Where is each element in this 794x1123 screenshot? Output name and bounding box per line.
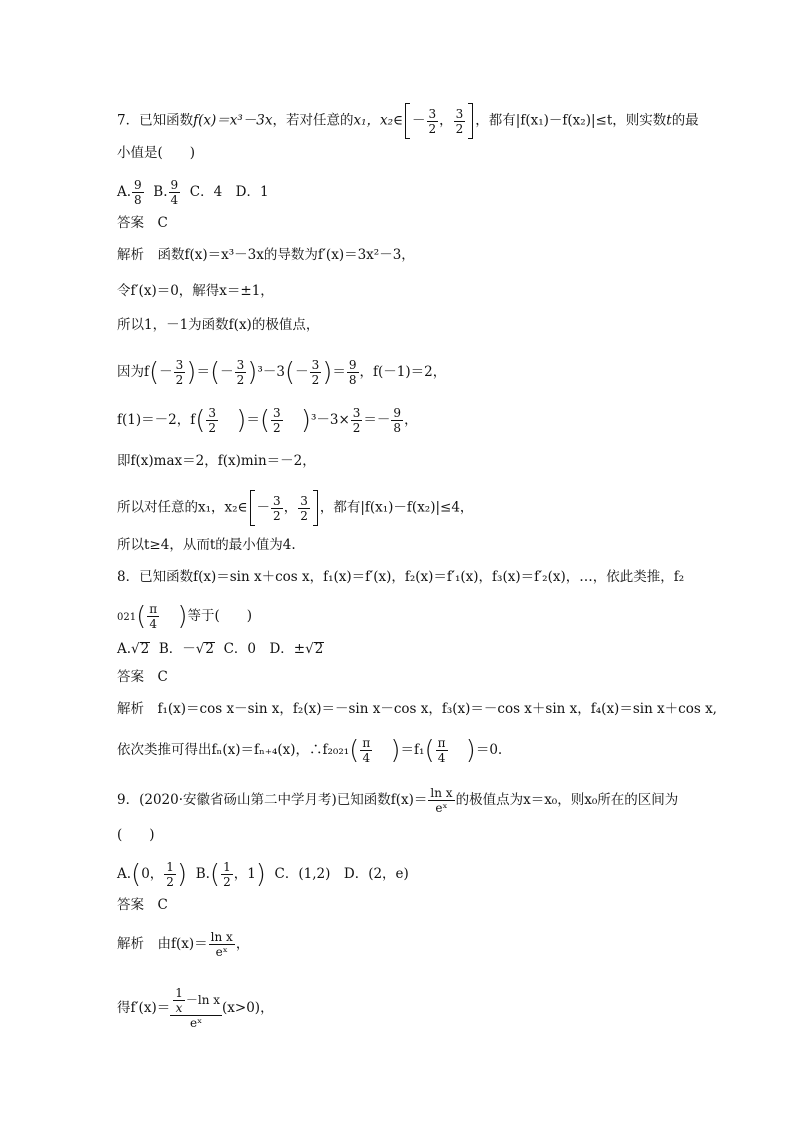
q8-solution-2: 依次类推可得出fₙ(x)＝fₙ₊₄(x)，∴f₂₀₂₁( $\frac{\pi}{4}$ )＝f₁( $\frac{\pi}{4}$ )＝0. [117, 735, 503, 766]
q9-stem-line2: ( ) [117, 827, 155, 843]
q8-solution-1: 解析 f₁(x)＝cos x－sin x，f₂(x)＝－sin x－cos x，f₃(x)＝－cos x＋sin x，f₄(x)＝sin x＋cos x, [117, 701, 717, 717]
q9-solution-1: 解析 由f(x)＝ $\frac{\text{ln x}}{\text{eˣ}}$ ， [117, 930, 250, 959]
q9-options: A.(0， $\frac{1}{2}$ ) B.( $\frac{1}{2}$ ，1) C．(1,2) D．(2，e) [117, 859, 409, 890]
q8-answer: 答案 C [117, 669, 168, 685]
q7-solution-6: 即f(x)max＝2，f(x)min＝－2， [117, 453, 316, 469]
q7-answer: 答案 C [117, 215, 168, 231]
q7-solution-5: f(1)＝－2，f( $\frac{3}{2}$ )＝( $\frac{3}{2}$ )³－3× $\frac{3}{2}$ ＝－ $\frac{9}{8}$ ， [117, 405, 418, 436]
q7-solution-7: 所以对任意的x₁，x₂∈ － $\frac{3}{2}$ ， $\frac{3}{2}$ ，都有|f(x₁)－f(x₂)|≤4， [117, 490, 473, 526]
q7-solution-1: 解析 函数f(x)＝x³－3x的导数为f′(x)＝3x²－3， [117, 247, 415, 263]
q8-stem-line2: 021( $\frac{\pi}{4}$ )等于( ) [117, 601, 253, 632]
q7-stem-line2: 小值是( ) [117, 145, 196, 161]
q7-options: A. $\frac{9}{8}$ B. $\frac{9}{4}$ C．4 D．1 [117, 178, 269, 207]
q9-stem-line1: 9．(2020·安徽省砀山第二中学月考)已知函数f(x)＝ $\frac{\text{ln x}}{\text{eˣ}}$ 的极值点为x＝x₀，则x₀所在的区间为 [117, 786, 679, 815]
q7-solution-4: 因为f(－ $\frac{3}{2}$ )＝(－ $\frac{3}{2}$ )³－3(－ $\frac{3}{2}$ )＝ $\frac{9}{8}$ ，f(－1)＝2， [117, 357, 447, 388]
q7-solution-8: 所以t≥4，从而t的最小值为4. [117, 537, 296, 553]
q9-solution-2: 得f′(x)＝ $\frac{1}{x}$ －ln x eˣ (x>0)， [117, 986, 274, 1030]
q8-options: A.√2 B．－√2 C．0 D．±√2 [117, 641, 324, 657]
q7-stem-line1: 7．已知函数f(x)＝x³－3x，若对任意的x₁，x₂∈ － $\frac{3}{2}$ ， $\frac{3}{2}$ ，都有|f(x₁)－f(x₂)|≤t，则实数t的最 [117, 103, 699, 139]
q8-stem-line1: 8．已知函数f(x)＝sin x＋cos x，f₁(x)＝f′(x)，f₂(x)＝f′₁(x)，f₃(x)＝f′₂(x)，…，依此类推，f₂ [117, 569, 685, 585]
q7-solution-3: 所以1，－1为函数f(x)的极值点， [117, 317, 320, 333]
q9-answer: 答案 C [117, 897, 168, 913]
q7-solution-2: 令f′(x)＝0，解得x＝±1， [117, 283, 274, 299]
